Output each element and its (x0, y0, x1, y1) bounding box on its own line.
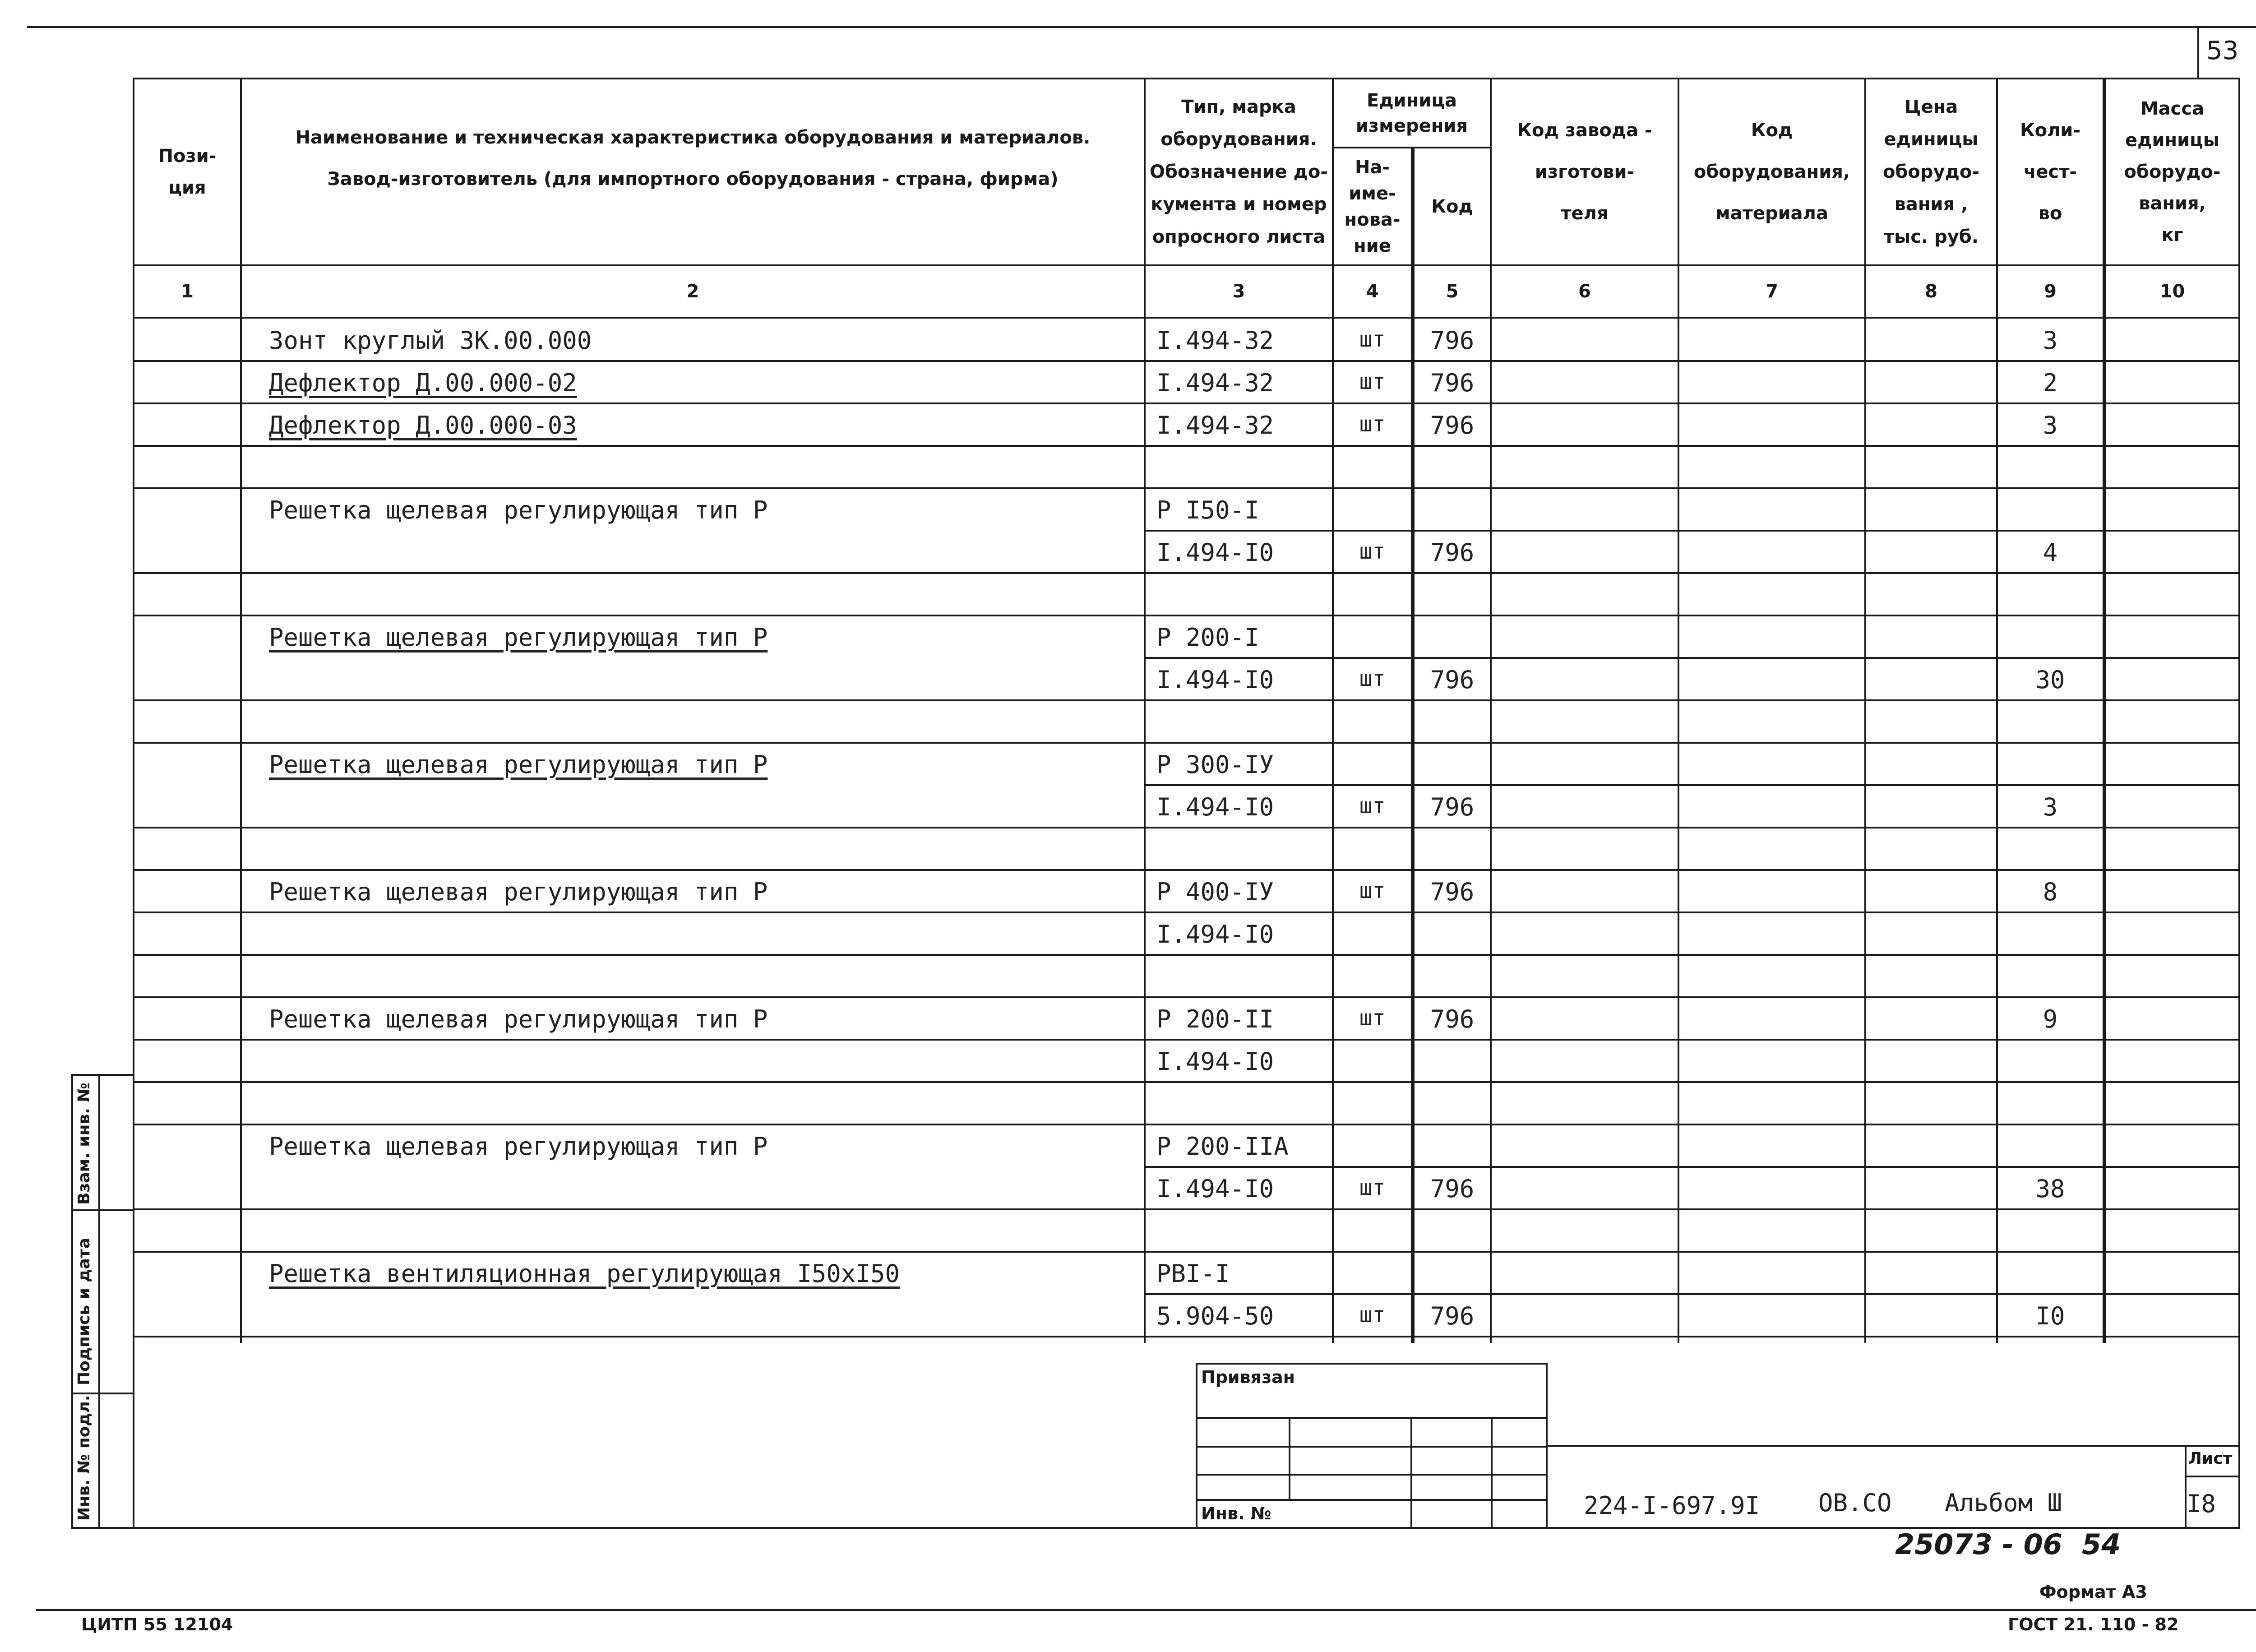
corner-box-left (2197, 26, 2199, 79)
column-number-7: 7 (1766, 281, 1778, 302)
cell-type: Р 200-IIА (1156, 1132, 1289, 1161)
row-divider (133, 445, 2240, 447)
cell-qty: 4 (2043, 538, 2058, 567)
cell-qty: 2 (2043, 369, 2058, 397)
stamp-privyazan: Привязан (1201, 1367, 1295, 1387)
header-unit-price: Цена единицы оборудо- вания , тыс. руб. (1883, 97, 1979, 247)
cell-code: 796 (1430, 1005, 1475, 1033)
col-sep-9 (2103, 78, 2106, 1343)
column-number-5: 5 (1446, 281, 1459, 302)
column-number-1: 1 (181, 281, 194, 302)
cell-qty: 8 (2043, 878, 2058, 906)
header-unit-group: Единица измерения (1355, 90, 1468, 136)
cell-name: Решетка щелевая регулирующая тип Р (269, 750, 768, 779)
cell-type: Р I50-I (1156, 496, 1259, 524)
cell-type: Р 200-I (1156, 623, 1259, 652)
side-label-signature-date: Подпись и дата (75, 1238, 93, 1385)
cell-type: Р 400-IУ (1156, 878, 1274, 906)
cell-unit: шт (1359, 1302, 1386, 1328)
footer-left: ЦИТП 55 12104 (81, 1615, 233, 1634)
header-name: Наименование и техническая характеристика оборудования и материалов. Завод-изготовитель (для импортного оборудования - страна, фирма) (295, 127, 1091, 190)
row-divider (133, 1039, 2240, 1041)
row-divider (133, 996, 2240, 998)
row-divider (1144, 657, 2240, 659)
cell-qty: 9 (2043, 1005, 2058, 1033)
section-code: ОВ.СО (1818, 1489, 1892, 1517)
stamp-grid-col1 (1289, 1417, 1290, 1499)
side-label-replaced-inv: Взам. инв. № (75, 1083, 93, 1205)
cell-type: I.494-32 (1156, 369, 1274, 397)
cell-qty: 30 (2035, 666, 2065, 694)
side-strip-top (71, 1074, 134, 1076)
cell-code: 796 (1430, 326, 1475, 355)
stamp-grid-row1 (1196, 1446, 1548, 1448)
cell-code: 796 (1430, 369, 1475, 397)
stamp-grid-col3 (1491, 1417, 1493, 1529)
cell-type: I.494-I0 (1156, 538, 1274, 567)
cell-unit: шт (1359, 666, 1386, 691)
stamp-grid-row3 (1196, 1499, 1548, 1501)
cell-unit: шт (1359, 369, 1386, 394)
cell-type: I.494-32 (1156, 411, 1274, 440)
column-number-9: 9 (2044, 281, 2057, 302)
cell-name: Дефлектор Д.00.000-03 (269, 411, 577, 440)
cell-type: I.494-I0 (1156, 920, 1274, 949)
row-divider (133, 615, 2240, 616)
stamp-grid-col2 (1410, 1417, 1412, 1529)
row-divider (133, 827, 2240, 828)
header-equipment-code: Код оборудования, материала (1693, 120, 1850, 224)
row-divider (133, 1208, 2240, 1210)
cell-code: 796 (1430, 878, 1475, 906)
cell-name: Зонт круглый ЗК.00.000 (269, 326, 592, 355)
row-divider (133, 954, 2240, 956)
cell-unit: шт (1359, 793, 1386, 819)
row-divider (133, 742, 2240, 744)
header-factory-code: Код завода - изготови- теля (1517, 120, 1652, 224)
header-quantity: Коли- чест- во (2020, 120, 2081, 224)
column-number-4: 4 (1366, 281, 1379, 302)
cell-unit: шт (1359, 327, 1386, 352)
column-number-8: 8 (1925, 281, 1937, 302)
cell-qty: 38 (2035, 1175, 2065, 1203)
row-divider (133, 1251, 2240, 1253)
doc-code: 224-I-697.9I (1584, 1491, 1760, 1520)
cell-code: 796 (1430, 411, 1475, 440)
header-unit-mass: Масса единицы оборудо- вания, кг (2124, 98, 2221, 245)
column-number-3: 3 (1232, 281, 1245, 302)
cell-unit: шт (1359, 412, 1386, 437)
column-number-10: 10 (2159, 281, 2185, 302)
cell-code: 796 (1430, 1302, 1475, 1330)
stamp-grid-row2 (1196, 1474, 1548, 1476)
row-divider (133, 1124, 2240, 1125)
row-divider (133, 869, 2240, 871)
cell-type: РВI-I (1156, 1259, 1230, 1288)
side-label-original-inv: Инв. № подл. (75, 1395, 93, 1521)
side-strip-div1 (71, 1209, 134, 1211)
format-label: Формат А3 (2039, 1582, 2147, 1602)
cell-type: I.494-I0 (1156, 793, 1274, 821)
column-number-6: 6 (1578, 281, 1591, 302)
side-strip-div2 (71, 1393, 134, 1394)
row-divider (1144, 1166, 2240, 1168)
cell-unit: шт (1359, 1175, 1386, 1200)
cell-type: I.494-I0 (1156, 666, 1274, 694)
cell-unit: шт (1359, 878, 1386, 903)
row-divider (133, 699, 2240, 701)
cell-type: 5.904-50 (1156, 1302, 1274, 1330)
row-divider (133, 487, 2240, 489)
cell-type: I.494-I0 (1156, 1047, 1274, 1076)
row-divider (133, 360, 2240, 362)
cell-name: Решетка вентиляционная регулирующая I50хI50 (269, 1259, 900, 1288)
stamp-box-top (1196, 1363, 1548, 1365)
stamp-inv-no: Инв. № (1201, 1504, 1271, 1523)
row-divider (133, 912, 2240, 913)
cell-name: Решетка щелевая регулирующая тип Р (269, 1132, 768, 1161)
cell-type: Р 200-II (1156, 1005, 1274, 1033)
column-number-2: 2 (686, 281, 699, 302)
stamp-box-mid (1196, 1417, 1548, 1419)
top-rule (27, 26, 2256, 28)
row-divider (1144, 530, 2240, 532)
cell-name: Решетка щелевая регулирующая тип Р (269, 1005, 768, 1033)
cell-code: 796 (1430, 793, 1475, 821)
cell-qty: 3 (2043, 793, 2058, 821)
sheet-number: I8 (2187, 1490, 2216, 1518)
side-strip-left (71, 1074, 73, 1529)
cell-qty: I0 (2035, 1302, 2065, 1330)
titleblock-sheet-div (2185, 1476, 2240, 1477)
sheet-label: Лист (2188, 1449, 2233, 1468)
titleblock-top (1546, 1445, 2240, 1447)
col-sep-4 (1411, 147, 1415, 1343)
colnum-bottom-line (133, 317, 2240, 319)
side-strip-inner (98, 1074, 100, 1529)
row-divider (133, 1336, 2240, 1337)
cell-name: Решетка щелевая регулирующая тип Р (269, 878, 768, 906)
header-unit-name: На- име- нова- ние (1344, 157, 1401, 256)
cell-code: 796 (1430, 666, 1475, 694)
cell-type: Р 300-IУ (1156, 750, 1274, 779)
cell-qty: 3 (2043, 411, 2058, 440)
row-divider (1144, 1293, 2240, 1295)
album-label: Альбом Ш (1945, 1489, 2062, 1517)
header-type: Тип, марка оборудования. Обозначение до- кумента и номер опросного листа (1150, 97, 1328, 247)
cell-code: 796 (1430, 538, 1475, 567)
row-divider (133, 1081, 2240, 1083)
cell-code: 796 (1430, 1175, 1475, 1203)
bottom-rule (36, 1609, 2256, 1611)
header-position: Пози- ция (158, 146, 217, 198)
cell-name: Решетка щелевая регулирующая тип Р (269, 623, 768, 652)
cell-type: I.494-I0 (1156, 1175, 1274, 1203)
cell-name: Решетка щелевая регулирующая тип Р (269, 496, 768, 524)
row-divider (133, 403, 2240, 404)
header-unit-code: Код (1431, 196, 1473, 217)
cell-qty: 3 (2043, 326, 2058, 355)
cell-unit: шт (1359, 539, 1386, 564)
cell-name: Дефлектор Д.00.000-02 (269, 369, 577, 397)
table-right-border (2238, 78, 2240, 1529)
cell-type: I.494-32 (1156, 326, 1274, 355)
row-divider (1144, 784, 2240, 786)
corner-page-number: 53 (2206, 36, 2239, 65)
row-divider (133, 572, 2240, 574)
handwritten-number: 25073 - 06 54 (1895, 1528, 2121, 1561)
cell-unit: шт (1359, 1005, 1386, 1031)
footer-right: ГОСТ 21. 110 - 82 (2008, 1615, 2179, 1634)
